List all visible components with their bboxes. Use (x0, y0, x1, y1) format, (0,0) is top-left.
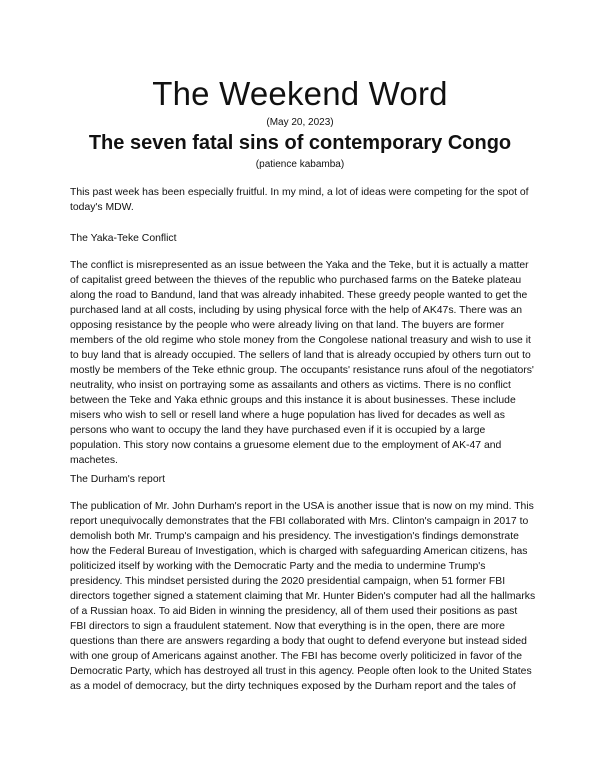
masthead-title: The Weekend Word (152, 75, 448, 112)
issue-date: (May 20, 2023) (266, 117, 334, 128)
article-headline: The seven fatal sins of contemporary Congo (88, 132, 512, 154)
section-body-yaka-teke: The conflict is misrepresented as an issue between the Yaka and the Teke, but it is actually a matter of capitalist greed between the thieves of the republic who purchased farms on the Bateke plateau along the road to Bandund, land that was already inhabited. These greedy people wanted to get the purchased land at all costs, including by using physical force with the help of AK47s. There was an opposing resistance by the people who were already living on that land. The buyers are former members of the old regime who stole money from the Congolese national treasury and wish to use it to buy land that is already occupied. The sellers of land that is already occupied by others turn out to mostly be members of the Teke ethnic group. The occupants' resistance runs afoul of the negotiators' neutrality, who insist on portraying some as assailants and others as victims. There is no conflict between the Teke and Yaka ethnic groups and this instance it is about businesses. These include misers who wish to sell or resell land where a huge population has lived for decades as well as persons who want to occupy the land they have purchased even if it is occupied by a large population. This story now contains a gruesome element due to the employment of AK-47 and machetes. (70, 260, 534, 466)
author-byline: (patience kabamba) (255, 159, 345, 170)
section-heading-durham: The Durham's report (70, 474, 165, 485)
intro-paragraph: This past week has been especially fruitful. In my mind, a lot of ideas were competing for the spot of today's MDW. (70, 187, 529, 213)
section-body-durham: The publication of Mr. John Durham's report in the USA is another issue that is now on my mind. This report unequivocally demonstrates that the FBI collaborated with Mrs. Clinton's campaign in 2017 to demolish both Mr. Trump's campaign and his presidency. The investigation's findings demonstrate how the Federal Bureau of Investigation, which is charged with safeguarding American citizens, has politicized itself by working with the Democratic Party and the media to undermine Trump's presidency. This mindset persisted during the 2020 presidential campaign, when 51 former FBI directors together signed a statement claiming that Mr. Hunter Biden's computer had all the hallmarks of a Russian hoax. To aid Biden in winning the presidency, all of them used their positions as past FBI directors to sign a fraudulent statement. Now that everything is in the open, there are more questions than there are answers regarding a body that ought to defend everyone but instead sided with one group of Americans against another. The FBI has become overly politicized in favor of the Democratic Party, which has destroyed all trust in this agency. People often look to the United States as a model of democracy, but the dirty techniques exposed by the Durham report and the tales of (70, 501, 536, 692)
section-heading-yaka-teke: The Yaka-Teke Conflict (70, 233, 177, 244)
